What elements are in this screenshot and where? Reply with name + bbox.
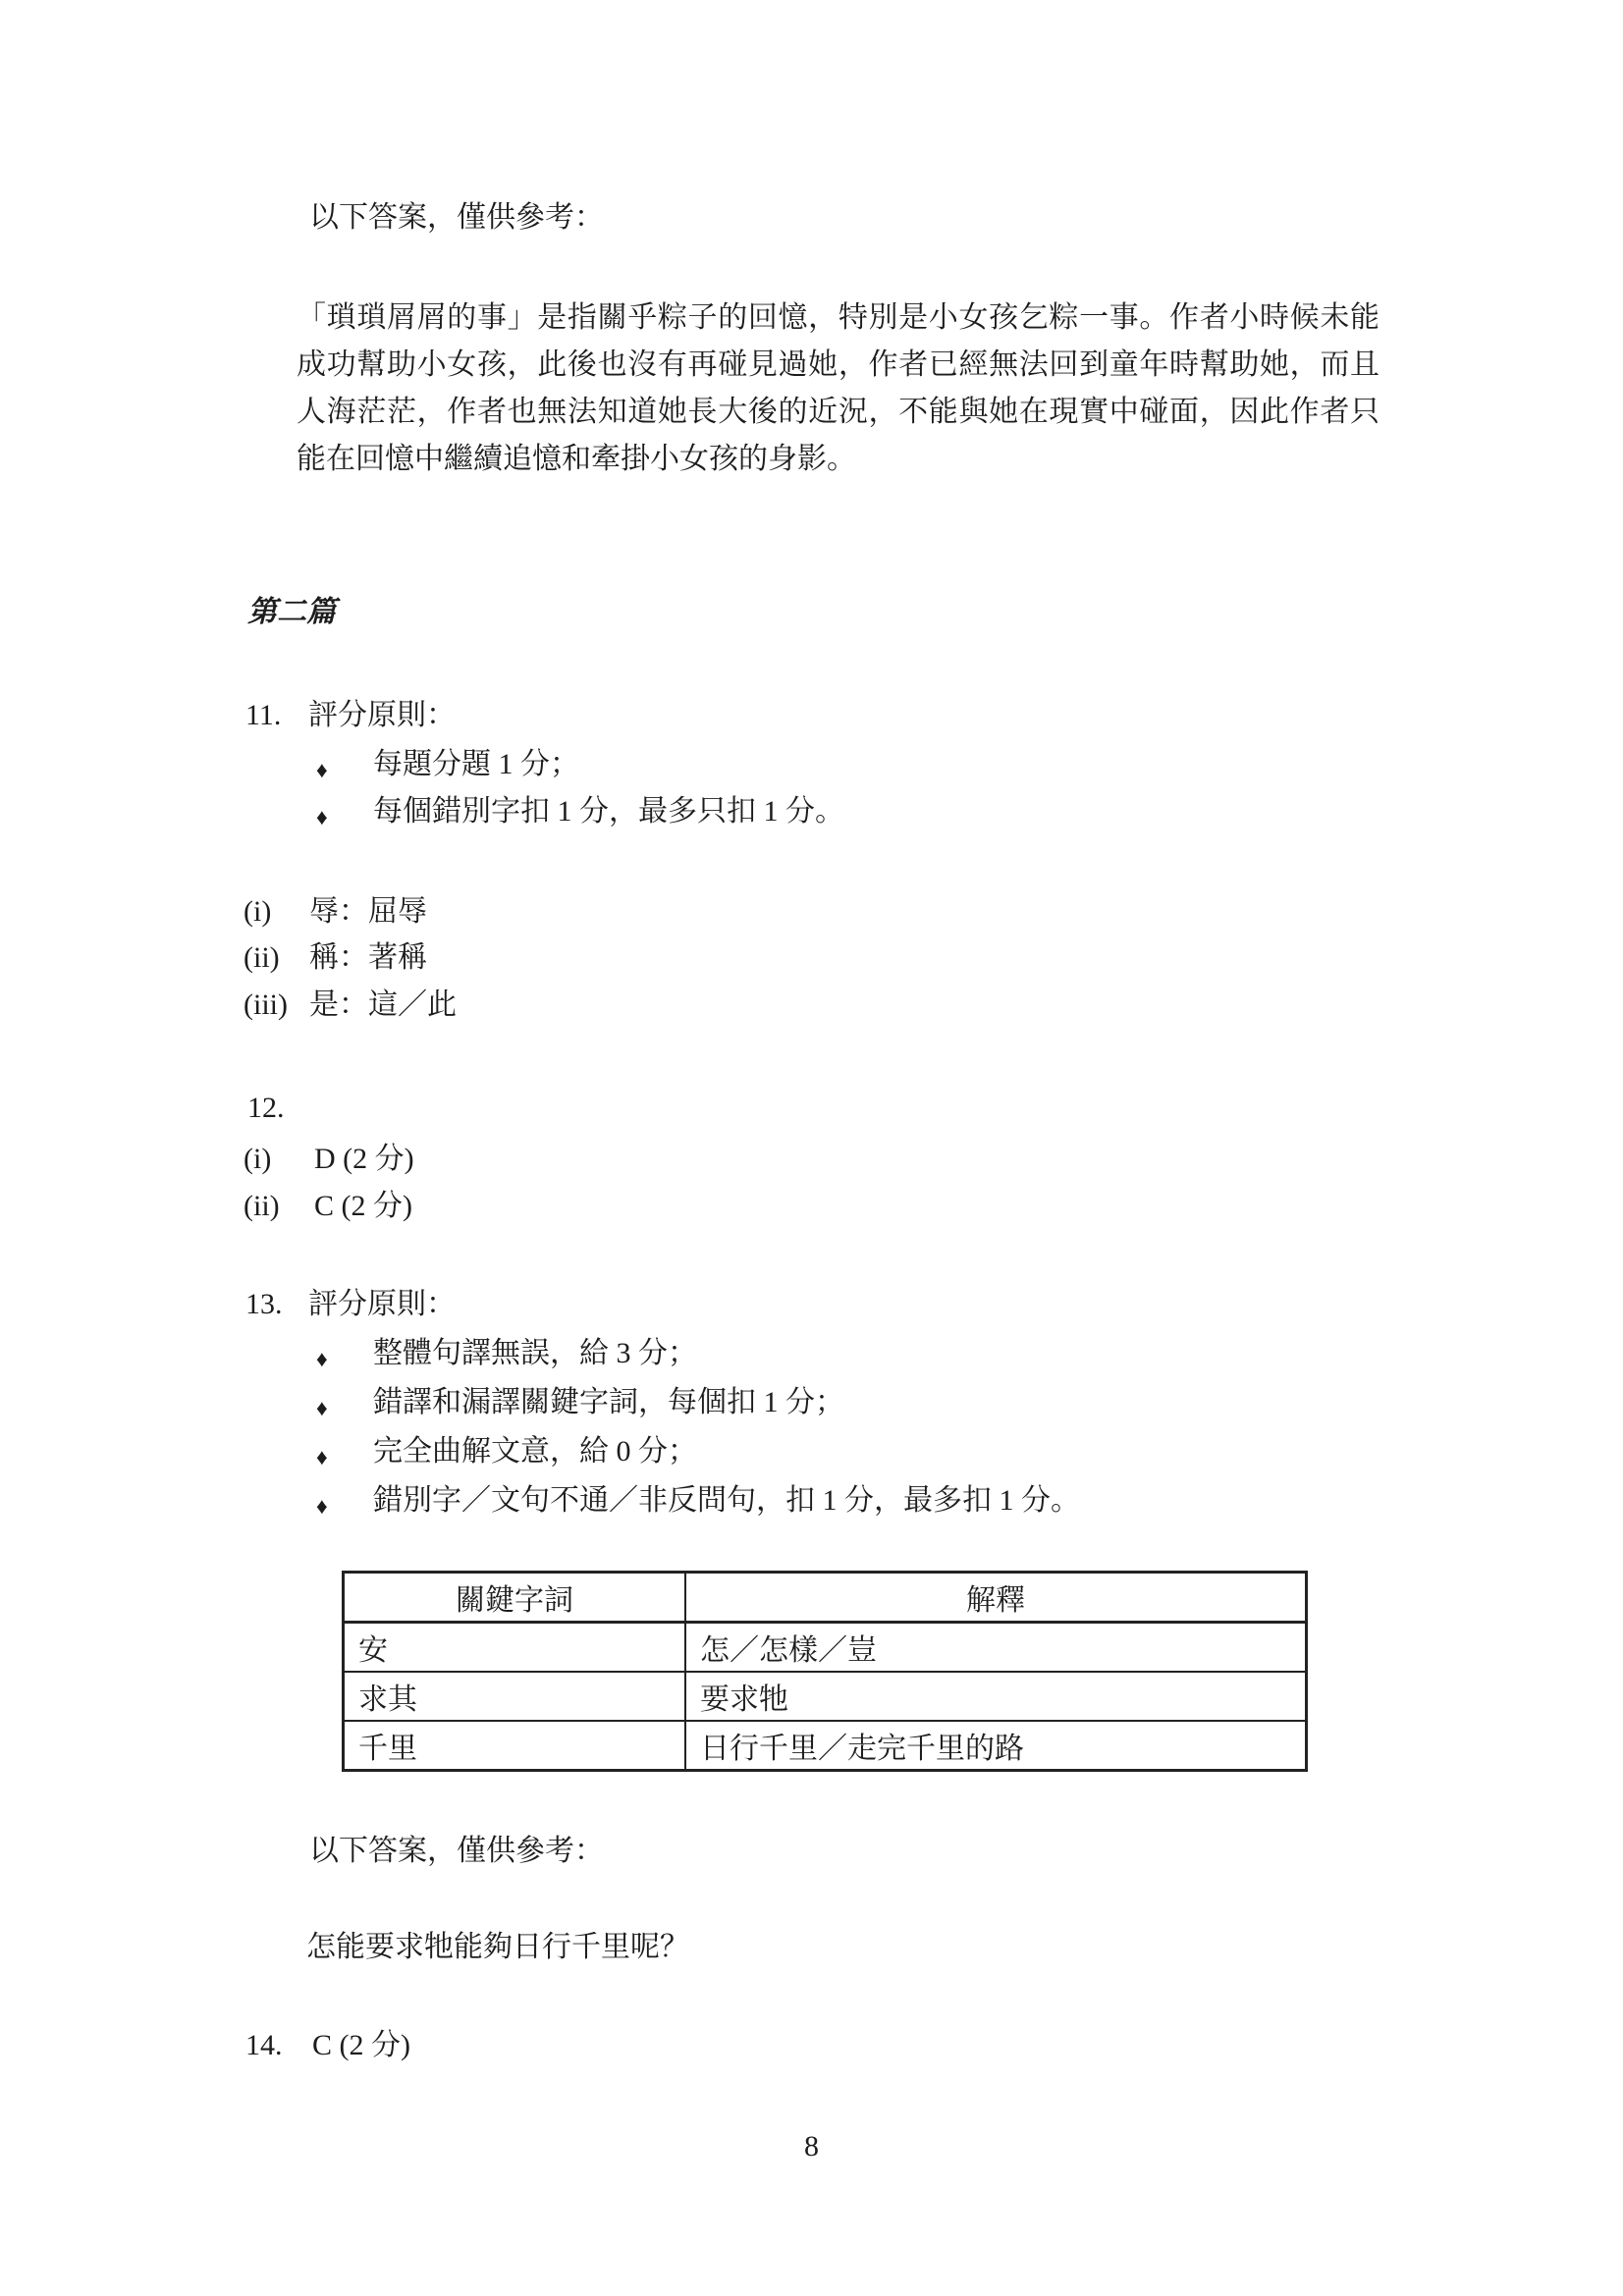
diamond-bullet-icon: ♦ [316,1494,328,1519]
paragraph-line: 「瑣瑣屑屑的事」是指關乎粽子的回憶，特別是小女孩乞粽一事。作者小時候未能 [297,301,1380,334]
table-cell-keyword: 安 [344,1623,686,1673]
q11-answer-ii-label: (ii) [243,941,280,974]
table-header-keyword: 關鍵字詞 [344,1573,686,1623]
diamond-bullet-icon: ♦ [316,758,328,782]
table-row [344,1672,1307,1721]
keyword-table [342,1571,1308,1772]
paragraph-line: 能在回憶中繼續追憶和牽掛小女孩的身影。 [297,443,856,475]
diamond-bullet-icon: ♦ [316,805,328,829]
paragraph-line: 成功幫助小女孩，此後也沒有再碰見過她，作者已經無法回到童年時幫助她，而且 [297,348,1380,381]
q14-answer-text: C (2 分) [312,2029,410,2061]
paragraph-line: 人海茫茫，作者也無法知道她長大後的近況，不能與她在現實中碰面，因此作者只 [297,396,1380,428]
diamond-bullet-icon: ♦ [316,1396,328,1420]
q13-number: 13. [245,1288,283,1320]
q13-title: 評分原則： [308,1288,456,1320]
q11-answer-i-text: 辱：屈辱 [309,895,427,928]
q11-bullet-2: 每個錯別字扣 1 分，最多只扣 1 分。 [373,795,844,828]
diamond-bullet-icon: ♦ [316,1347,328,1371]
q13-bullet-1: 整體句譯無誤，給 3 分； [373,1337,697,1369]
q12-answer-i-text: D (2 分) [314,1143,414,1175]
q11-bullet-1: 每題分題 1 分； [373,748,579,780]
diamond-bullet-icon [316,1339,328,1376]
q13-bullet-3: 完全曲解文意，給 0 分； [373,1435,697,1468]
table-header-row [344,1573,1307,1623]
q12-answer-ii-label: (ii) [243,1190,280,1222]
table-header-explanation: 解釋 [685,1573,1307,1623]
diamond-bullet-icon [316,1486,328,1523]
q11-number: 11. [245,699,282,731]
diamond-bullet-icon [316,1437,328,1474]
q11-answer-i-label: (i) [243,895,272,928]
reference-note-1: 以下答案，僅供參考： [309,201,604,234]
table-row [344,1721,1307,1771]
q11-answer-iii-label: (iii) [243,988,288,1021]
table-cell-keyword: 求其 [344,1672,686,1721]
diamond-bullet-icon [316,1388,328,1425]
table-cell-explanation: 日行千里／走完千里的路 [685,1721,1307,1771]
answer-paragraph [297,294,1380,483]
section-heading: 第二篇 [247,596,336,628]
q14-number: 14. [245,2029,283,2061]
q12-number: 12. [247,1092,285,1124]
q12-answer-ii-text: C (2 分) [314,1190,412,1222]
q12-answer-i-label: (i) [243,1143,272,1175]
q13-bullet-4: 錯別字／文句不通／非反問句，扣 1 分，最多扣 1 分。 [373,1484,1080,1517]
table-cell-explanation: 怎／怎樣／豈 [685,1623,1307,1673]
table-row [344,1623,1307,1673]
q11-answer-iii-text: 是：這／此 [309,988,457,1021]
table-cell-keyword: 千里 [344,1721,686,1771]
reference-note-2: 以下答案，僅供參考： [309,1835,604,1867]
q11-answer-ii-text: 稱：著稱 [309,941,427,974]
diamond-bullet-icon [316,797,328,834]
diamond-bullet-icon: ♦ [316,1445,328,1469]
q13-sample-answer: 怎能要求牠能夠日行千里呢？ [306,1931,689,1963]
diamond-bullet-icon [316,750,328,787]
table-cell-explanation: 要求牠 [685,1672,1307,1721]
q13-bullet-2: 錯譯和漏譯關鍵字詞，每個扣 1 分； [373,1386,844,1418]
page-number: 8 [804,2130,819,2163]
q11-title: 評分原則： [308,699,456,731]
